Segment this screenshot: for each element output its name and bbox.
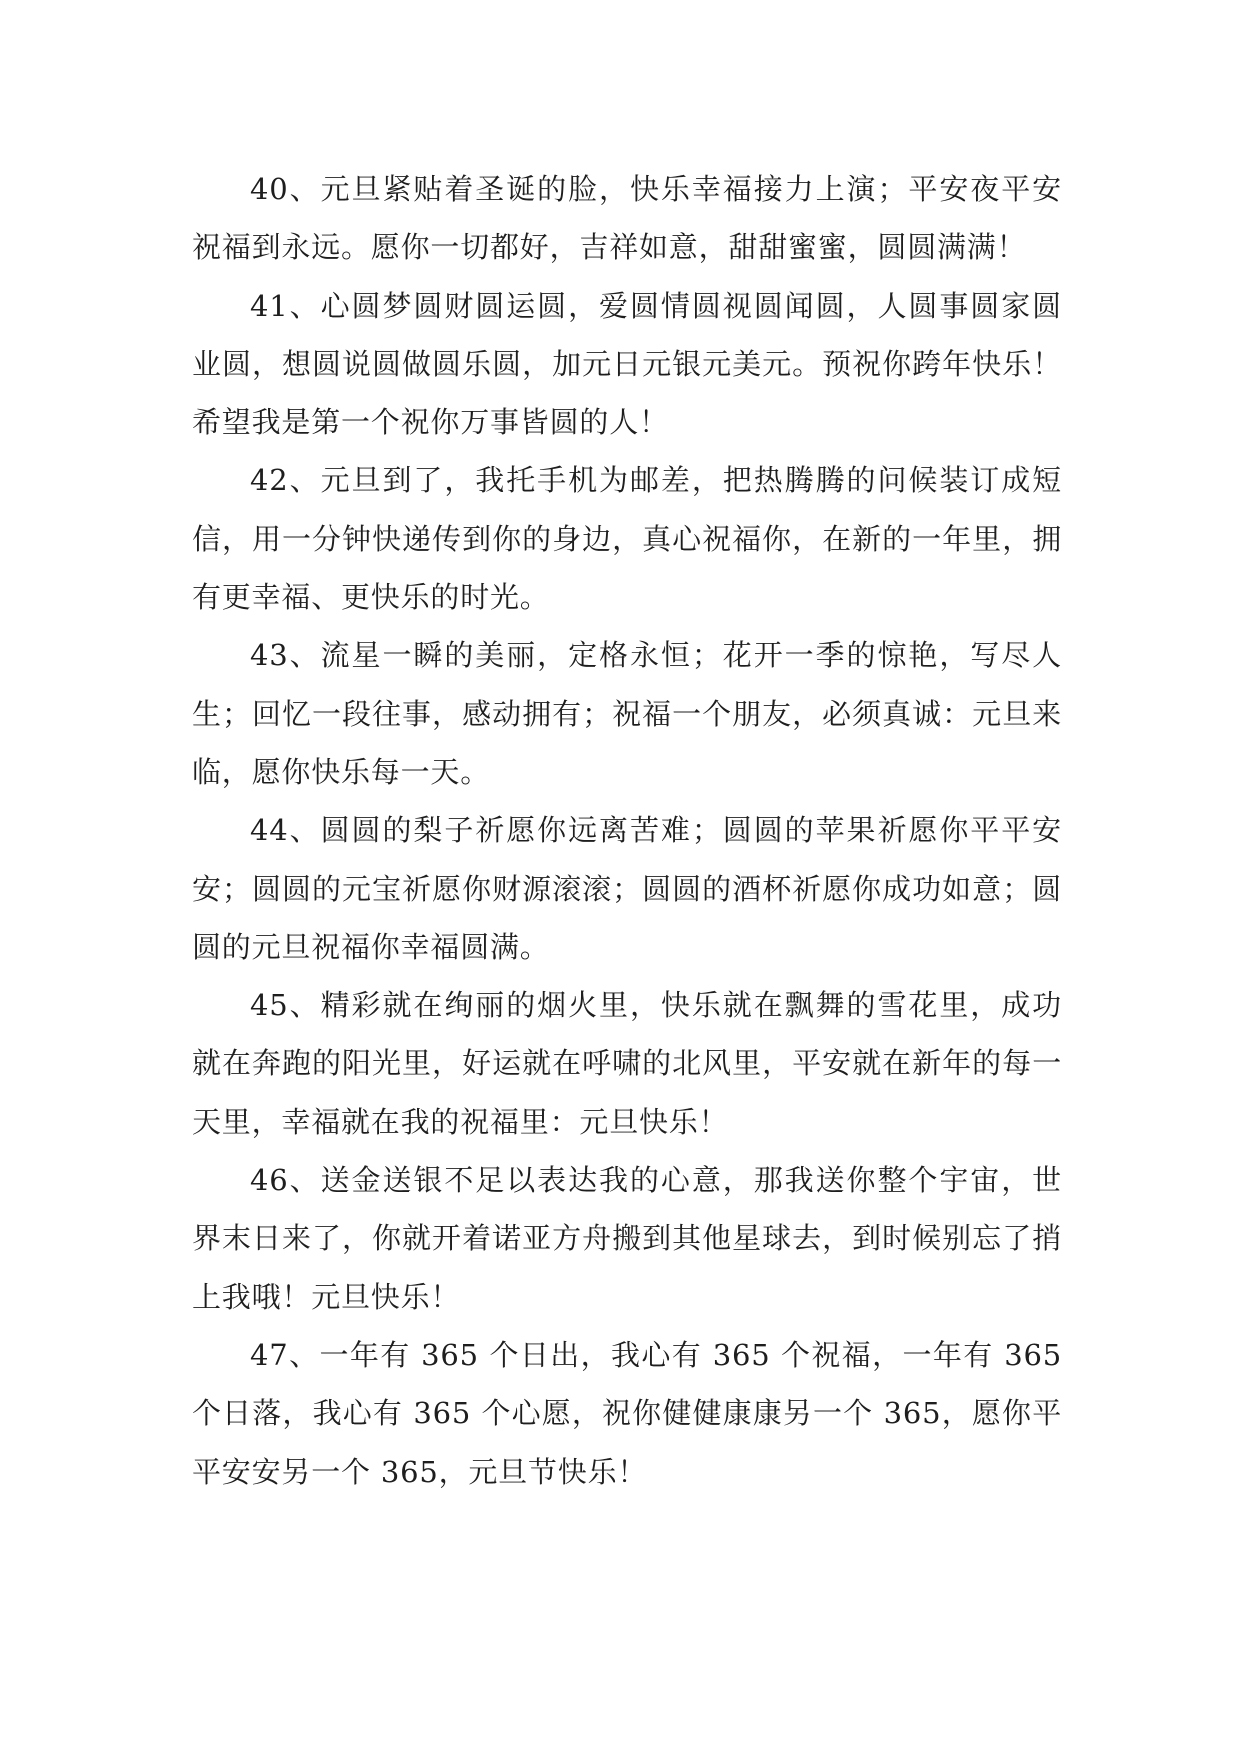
wish-paragraph-43: 43、流星一瞬的美丽，定格永恒；花开一季的惊艳，写尽人生；回忆一段往事，感动拥有；祝福一个朋友，必须真诚：元旦来临，愿你快乐每一天。 [192, 638, 1062, 789]
wish-paragraph-46: 46、送金送银不足以表达我的心意，那我送你整个宇宙，世界末日来了，你就开着诺亚方舟搬到其他星球去，到时候别忘了捎上我哦！元旦快乐！ [192, 1163, 1062, 1314]
document-body [192, 160, 1062, 1501]
wish-paragraph-40: 40、元旦紧贴着圣诞的脸，快乐幸福接力上演；平安夜平安祝福到永远。愿你一切都好，吉祥如意，甜甜蜜蜜，圆圆满满！ [192, 172, 1062, 265]
wish-paragraph-44: 44、圆圆的梨子祈愿你远离苦难；圆圆的苹果祈愿你平平安安；圆圆的元宝祈愿你财源滚滚；圆圆的酒杯祈愿你成功如意；圆圆的元旦祝福你幸福圆满。 [192, 813, 1062, 964]
wish-paragraph-41: 41、心圆梦圆财圆运圆，爱圆情圆视圆闻圆，人圆事圆家圆业圆，想圆说圆做圆乐圆，加元日元银元美元。预祝你跨年快乐！希望我是第一个祝你万事皆圆的人！ [192, 288, 1062, 440]
wish-paragraph-47: 47、一年有 365 个日出，我心有 365 个祝福，一年有 365 个日落，我心有 365 个心愿，祝你健健康康另一个 365，愿你平平安安另一个 365，元旦节快乐！ [192, 1337, 1062, 1489]
wish-paragraph-45: 45、精彩就在绚丽的烟火里，快乐就在飘舞的雪花里，成功就在奔跑的阳光里，好运就在呼啸的北风里，平安就在新年的每一天里，幸福就在我的祝福里：元旦快乐！ [192, 988, 1062, 1139]
wish-paragraph-42: 42、元旦到了，我托手机为邮差，把热腾腾的问候装订成短信，用一分钟快递传到你的身边，真心祝福你，在新的一年里，拥有更幸福、更快乐的时光。 [192, 463, 1062, 615]
